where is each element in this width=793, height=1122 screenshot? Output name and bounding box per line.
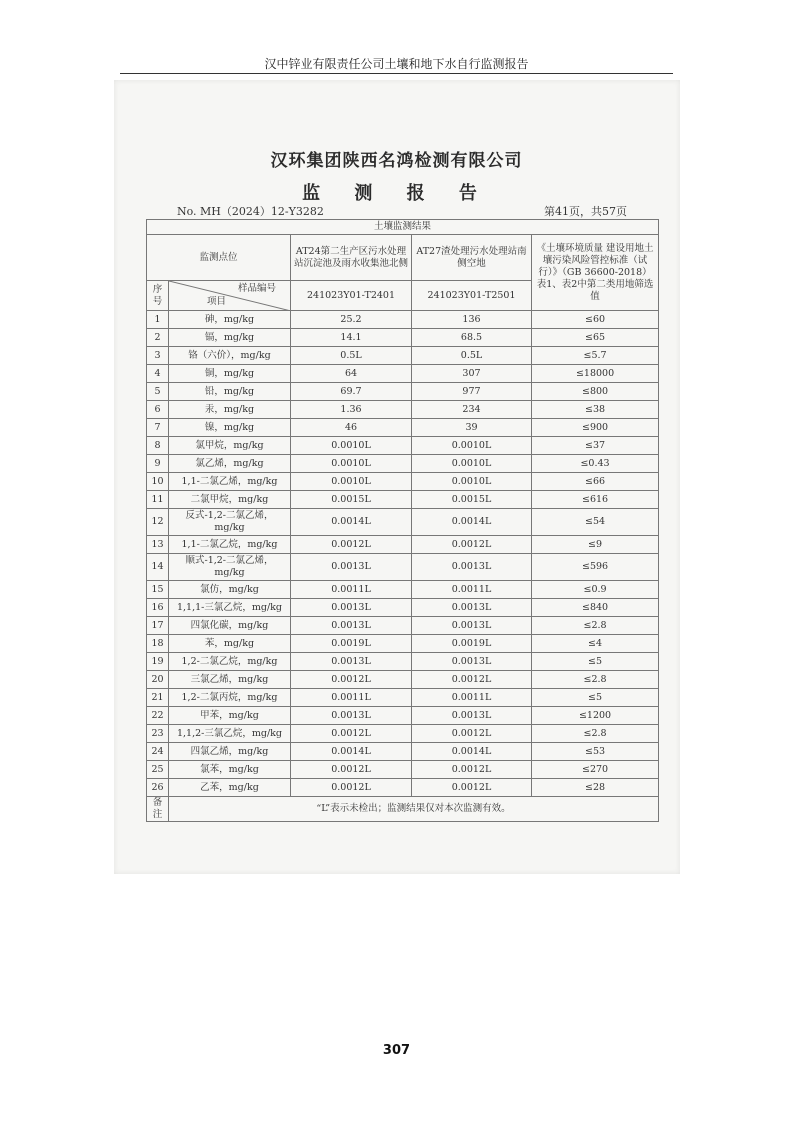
row-standard-value: ≤616 — [532, 491, 659, 509]
table-row — [147, 635, 659, 653]
table-row — [147, 455, 659, 473]
row-standard-value: ≤840 — [532, 599, 659, 617]
row-number: 8 — [147, 437, 169, 455]
site-2-header: AT27渣处理污水处理站南侧空地 — [412, 235, 532, 281]
row-site-1-value: 0.0019L — [291, 635, 412, 653]
row-site-1-value: 0.0012L — [291, 779, 412, 797]
page-header: 汉中锌业有限责任公司土壤和地下水自行监测报告 — [264, 57, 529, 71]
row-number: 22 — [147, 707, 169, 725]
row-standard-value: ≤54 — [532, 509, 659, 536]
row-standard-value: ≤65 — [532, 329, 659, 347]
table-row — [147, 509, 659, 536]
row-standard-value: ≤66 — [532, 473, 659, 491]
table-row — [147, 329, 659, 347]
row-standard-value: ≤900 — [532, 419, 659, 437]
row-item: 氯乙烯，mg/kg — [169, 455, 291, 473]
row-site-1-value: 0.0013L — [291, 599, 412, 617]
row-site-2-value: 0.0012L — [412, 761, 532, 779]
row-number: 11 — [147, 491, 169, 509]
sample-1-id: 241023Y01-T2401 — [291, 281, 412, 311]
row-number: 16 — [147, 599, 169, 617]
header-rule — [120, 73, 673, 74]
row-site-1-value: 0.0012L — [291, 725, 412, 743]
row-site-2-value: 234 — [412, 401, 532, 419]
row-site-2-value: 0.0012L — [412, 671, 532, 689]
row-site-2-value: 0.0013L — [412, 599, 532, 617]
row-item: 1,1,1-三氯乙烷，mg/kg — [169, 599, 291, 617]
row-standard-value: ≤37 — [532, 437, 659, 455]
row-site-2-value: 0.0013L — [412, 707, 532, 725]
row-site-1-value: 0.0010L — [291, 473, 412, 491]
remark-label: 备注 — [147, 797, 169, 822]
row-item: 三氯乙烯，mg/kg — [169, 671, 291, 689]
row-standard-value: ≤60 — [532, 311, 659, 329]
table-row — [147, 491, 659, 509]
row-item: 1,1,2-三氯乙烷，mg/kg — [169, 725, 291, 743]
table-row — [147, 599, 659, 617]
row-site-2-value: 307 — [412, 365, 532, 383]
row-item: 汞，mg/kg — [169, 401, 291, 419]
row-site-1-value: 25.2 — [291, 311, 412, 329]
row-standard-value: ≤270 — [532, 761, 659, 779]
row-item: 反式-1,2-二氯乙烯，mg/kg — [169, 509, 291, 536]
row-number: 2 — [147, 329, 169, 347]
table-row — [147, 383, 659, 401]
soil-results-table — [146, 219, 659, 822]
table-row — [147, 743, 659, 761]
row-standard-value: ≤0.43 — [532, 455, 659, 473]
row-item: 1,1-二氯乙烷，mg/kg — [169, 536, 291, 554]
item-label: 项目 — [207, 296, 227, 307]
sample-2-id: 241023Y01-T2501 — [412, 281, 532, 311]
row-item: 铅，mg/kg — [169, 383, 291, 401]
row-item: 四氯乙烯，mg/kg — [169, 743, 291, 761]
table-caption: 土壤监测结果 — [147, 220, 659, 235]
table-row — [147, 419, 659, 437]
row-site-1-value: 0.0011L — [291, 581, 412, 599]
row-site-1-value: 69.7 — [291, 383, 412, 401]
row-number: 5 — [147, 383, 169, 401]
row-site-1-value: 0.0012L — [291, 761, 412, 779]
table-row — [147, 617, 659, 635]
row-number: 21 — [147, 689, 169, 707]
row-site-2-value: 0.0010L — [412, 455, 532, 473]
row-item: 乙苯，mg/kg — [169, 779, 291, 797]
row-item: 氯苯，mg/kg — [169, 761, 291, 779]
monitoring-point-label: 监测点位 — [147, 235, 291, 281]
row-standard-value: ≤596 — [532, 554, 659, 581]
row-site-1-value: 0.0013L — [291, 707, 412, 725]
row-number: 19 — [147, 653, 169, 671]
row-standard-value: ≤5 — [532, 653, 659, 671]
row-number: 18 — [147, 635, 169, 653]
table-row — [147, 401, 659, 419]
table-row — [147, 779, 659, 797]
row-site-2-value: 0.0010L — [412, 437, 532, 455]
row-number: 4 — [147, 365, 169, 383]
row-site-2-value: 136 — [412, 311, 532, 329]
row-number: 24 — [147, 743, 169, 761]
row-standard-value: ≤1200 — [532, 707, 659, 725]
remark-row — [147, 797, 659, 822]
row-site-1-value: 0.5L — [291, 347, 412, 365]
row-site-2-value: 0.0013L — [412, 617, 532, 635]
row-standard-value: ≤9 — [532, 536, 659, 554]
table-row — [147, 554, 659, 581]
row-standard-value: ≤28 — [532, 779, 659, 797]
row-standard-value: ≤4 — [532, 635, 659, 653]
row-number: 3 — [147, 347, 169, 365]
row-site-1-value: 14.1 — [291, 329, 412, 347]
row-site-2-value: 977 — [412, 383, 532, 401]
row-site-1-value: 0.0015L — [291, 491, 412, 509]
row-site-1-value: 0.0012L — [291, 671, 412, 689]
row-standard-value: ≤18000 — [532, 365, 659, 383]
row-site-1-value: 0.0013L — [291, 617, 412, 635]
standard-header: 《土壤环境质量 建设用地土壤污染风险管控标准（试行）》（GB 36600-2018）表1、表2中第二类用地筛选值 — [532, 235, 659, 311]
row-item: 铜，mg/kg — [169, 365, 291, 383]
table-row — [147, 761, 659, 779]
row-site-1-value: 1.36 — [291, 401, 412, 419]
row-item: 镉，mg/kg — [169, 329, 291, 347]
page-number: 307 — [382, 1043, 411, 1058]
row-number: 7 — [147, 419, 169, 437]
table-row — [147, 725, 659, 743]
row-number: 25 — [147, 761, 169, 779]
seq-label: 序号 — [147, 281, 169, 311]
table-row — [147, 347, 659, 365]
row-item: 1,1-二氯乙烯，mg/kg — [169, 473, 291, 491]
row-site-2-value: 0.0013L — [412, 554, 532, 581]
row-site-2-value: 0.0019L — [412, 635, 532, 653]
row-number: 15 — [147, 581, 169, 599]
row-item: 顺式-1,2-二氯乙烯，mg/kg — [169, 554, 291, 581]
row-site-2-value: 0.0012L — [412, 536, 532, 554]
row-site-1-value: 0.0010L — [291, 455, 412, 473]
row-item: 氯仿，mg/kg — [169, 581, 291, 599]
row-item: 苯，mg/kg — [169, 635, 291, 653]
row-standard-value: ≤2.8 — [532, 725, 659, 743]
row-item: 1,2-二氯乙烷，mg/kg — [169, 653, 291, 671]
row-item: 1,2-二氯丙烷，mg/kg — [169, 689, 291, 707]
table-row — [147, 653, 659, 671]
row-site-1-value: 0.0012L — [291, 536, 412, 554]
row-site-1-value: 0.0013L — [291, 554, 412, 581]
row-item: 甲苯，mg/kg — [169, 707, 291, 725]
row-standard-value: ≤0.9 — [532, 581, 659, 599]
report-title: 监 测 报 告 — [302, 183, 491, 204]
row-number: 14 — [147, 554, 169, 581]
row-standard-value: ≤5.7 — [532, 347, 659, 365]
row-site-2-value: 0.0014L — [412, 509, 532, 536]
row-site-2-value: 68.5 — [412, 329, 532, 347]
row-site-2-value: 0.0012L — [412, 725, 532, 743]
row-item: 二氯甲烷，mg/kg — [169, 491, 291, 509]
row-site-1-value: 0.0014L — [291, 509, 412, 536]
row-standard-value: ≤53 — [532, 743, 659, 761]
row-standard-value: ≤38 — [532, 401, 659, 419]
company-name: 汉环集团陕西名鸿检测有限公司 — [270, 151, 523, 171]
row-site-2-value: 0.5L — [412, 347, 532, 365]
row-site-2-value: 0.0015L — [412, 491, 532, 509]
row-site-1-value: 0.0013L — [291, 653, 412, 671]
row-standard-value: ≤800 — [532, 383, 659, 401]
table-row — [147, 536, 659, 554]
row-site-2-value: 0.0011L — [412, 581, 532, 599]
row-item: 镍，mg/kg — [169, 419, 291, 437]
row-number: 9 — [147, 455, 169, 473]
table-row — [147, 707, 659, 725]
remark-text: “L”表示未检出；监测结果仅对本次监测有效。 — [169, 797, 659, 822]
row-item: 铬（六价），mg/kg — [169, 347, 291, 365]
row-standard-value: ≤5 — [532, 689, 659, 707]
row-number: 17 — [147, 617, 169, 635]
row-site-2-value: 0.0010L — [412, 473, 532, 491]
row-number: 1 — [147, 311, 169, 329]
diagonal-header-cell — [169, 281, 291, 311]
row-site-1-value: 0.0010L — [291, 437, 412, 455]
row-number: 10 — [147, 473, 169, 491]
row-site-1-value: 64 — [291, 365, 412, 383]
row-standard-value: ≤2.8 — [532, 617, 659, 635]
row-site-1-value: 0.0011L — [291, 689, 412, 707]
table-row — [147, 437, 659, 455]
row-item: 氯甲烷，mg/kg — [169, 437, 291, 455]
row-number: 6 — [147, 401, 169, 419]
row-standard-value: ≤2.8 — [532, 671, 659, 689]
row-item: 四氯化碳，mg/kg — [169, 617, 291, 635]
sample-no-label: 样品编号 — [237, 283, 276, 294]
table-row — [147, 365, 659, 383]
row-site-1-value: 0.0014L — [291, 743, 412, 761]
table-row — [147, 581, 659, 599]
table-row — [147, 311, 659, 329]
row-number: 26 — [147, 779, 169, 797]
report-number: No. MH（2024）12-Y3282 — [177, 205, 324, 218]
row-site-1-value: 46 — [291, 419, 412, 437]
row-number: 12 — [147, 509, 169, 536]
site-1-header: AT24第二生产区污水处理站沉淀池及雨水收集池北侧 — [291, 235, 412, 281]
row-number: 23 — [147, 725, 169, 743]
row-site-2-value: 39 — [412, 419, 532, 437]
row-item: 砷，mg/kg — [169, 311, 291, 329]
row-site-2-value: 0.0011L — [412, 689, 532, 707]
row-site-2-value: 0.0013L — [412, 653, 532, 671]
row-number: 13 — [147, 536, 169, 554]
row-site-2-value: 0.0014L — [412, 743, 532, 761]
table-row — [147, 689, 659, 707]
row-number: 20 — [147, 671, 169, 689]
page-count: 第41页，共57页 — [544, 205, 627, 218]
table-row — [147, 473, 659, 491]
row-site-2-value: 0.0012L — [412, 779, 532, 797]
table-row — [147, 671, 659, 689]
